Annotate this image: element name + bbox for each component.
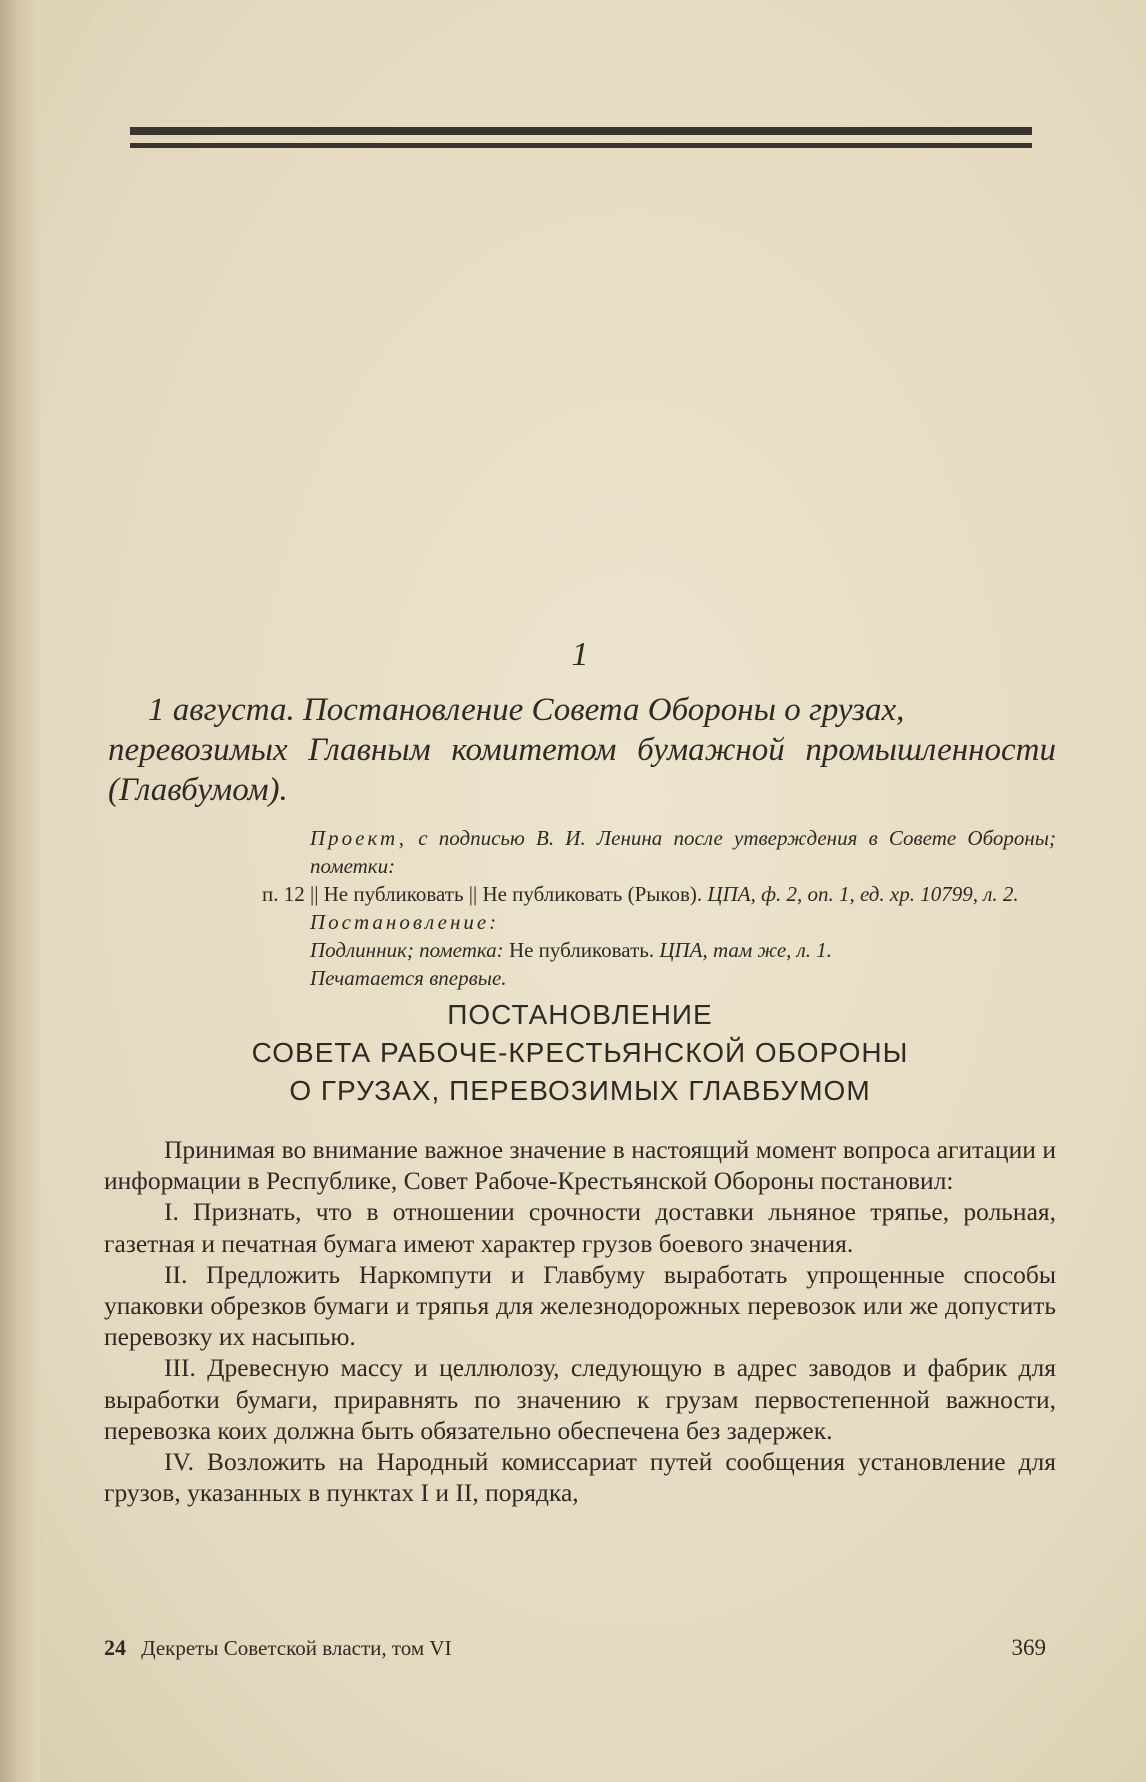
footer-left: [104, 1635, 452, 1661]
heading-line-1: ПОСТАНОВЛЕНИЕ: [447, 999, 713, 1030]
resolution-label: Постановление:: [310, 910, 500, 934]
title-rest: перевозимых Главным комитетом бумажной промышленности (Главбумом).: [108, 732, 1056, 808]
original-label: Подлинник; пометка:: [310, 938, 504, 962]
paragraph-item-1: I. Признать, что в отношении срочности доставки льняное тряпье, рольная, газетная и печатная бумага имеют характер грузов боевого значения.: [104, 1197, 1056, 1258]
draft-label: Проект,: [310, 826, 407, 850]
paragraph-item-3: III. Древесную массу и целлюлозу, следующую в адрес заводов и фабрик для выработки бумаги, приравнять по значению к грузам первостепенной важности, перевозка коих должна быть обязательно обеспечена без задержек.: [104, 1353, 1056, 1445]
signature-mark: 24: [104, 1635, 126, 1660]
page-number: 369: [1011, 1635, 1046, 1660]
document-title: [108, 690, 1056, 810]
original-archive: ЦПА, там же, л. 1.: [659, 938, 833, 962]
page-footer: [104, 1635, 1046, 1661]
heading-line-2: СОВЕТА РАБОЧЕ-КРЕСТЬЯНСКОЙ ОБОРОНЫ: [251, 1037, 909, 1068]
draft-marks: п. 12 || Не публиковать || Не публиковать (Рыков).: [262, 882, 703, 906]
paragraph-item-4: IV. Возложить на Народный комиссариат путей сообщения установление для грузов, указанных в пунктах I и II, порядка,: [104, 1447, 1056, 1508]
draft-archive: ЦПА, ф. 2, оп. 1, ед. хр. 10799, л. 2.: [707, 882, 1019, 906]
original-mark: Не публиковать.: [508, 938, 655, 962]
top-rule-thin: [130, 143, 1032, 148]
book-title: Декреты Советской власти, том VI: [141, 1636, 452, 1660]
paragraph-preamble: Принимая во внимание важное значение в настоящий момент вопроса агитации и информации в Республике, Совет Рабоче-Крестьянской Обороны постановил:: [104, 1135, 1056, 1196]
heading-line-3: О ГРУЗАХ, ПЕРЕВОЗИМЫХ ГЛАВБУМОМ: [289, 1075, 871, 1106]
paragraph-item-2: II. Предложить Наркомпути и Главбуму выработать упрощенные способы упаковки обрезков бумаги и тряпья для железнодорожных перевозок или же допустить перевозку их насыпью.: [104, 1259, 1056, 1352]
decree-heading: [0, 996, 1146, 1110]
source-note: [262, 824, 1056, 992]
draft-text: с подписью В. И. Ленина после утверждения в Совете Обороны; пометки:: [310, 826, 1056, 878]
first-print-note: Печатается впервые.: [310, 966, 507, 990]
decree-body: [104, 1134, 1056, 1508]
book-spine: [0, 0, 40, 1782]
title-line-1: 1 августа. Постановление Совета Обороны о грузах,: [148, 692, 905, 728]
document-number: 1: [571, 636, 589, 673]
top-rule-thick: [130, 127, 1032, 135]
